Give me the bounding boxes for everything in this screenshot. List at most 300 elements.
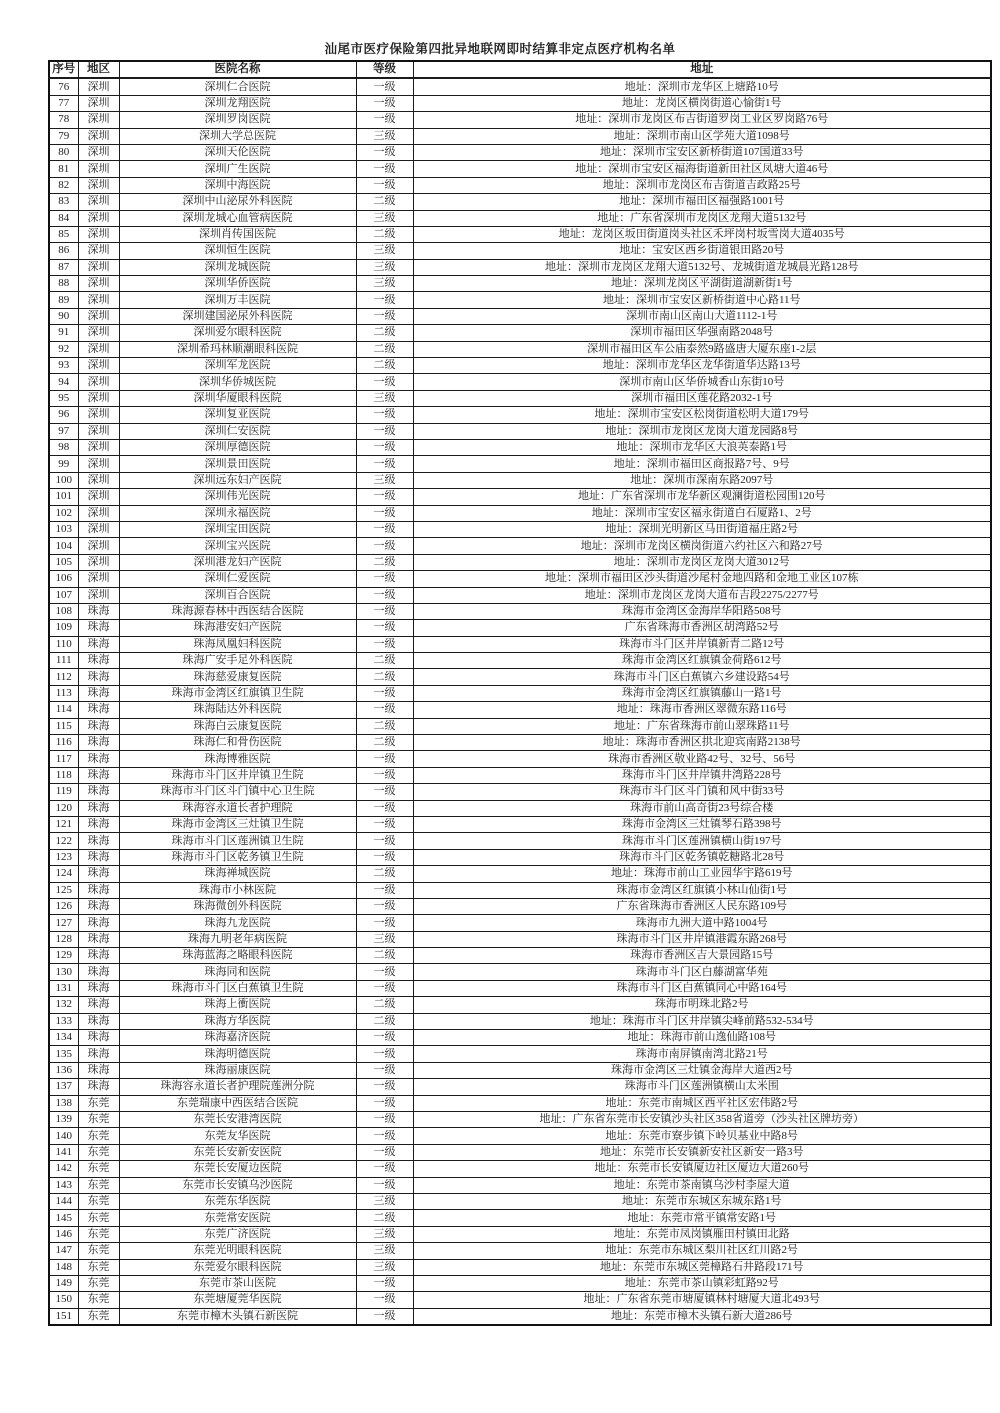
region-cell: 深圳 [78, 95, 119, 111]
row-number-cell: 117 [49, 751, 78, 767]
region-cell: 深圳 [78, 341, 119, 357]
hospital-name-cell: 深圳远东妇产医院 [119, 472, 356, 488]
region-cell: 深圳 [78, 472, 119, 488]
hospital-name-cell: 珠海白云康复医院 [119, 718, 356, 734]
address-cell: 珠海市斗门区莲洲镇横山太米围 [413, 1079, 991, 1095]
region-cell: 珠海 [78, 1030, 119, 1046]
address-cell: 地址：东莞市东城区莞樟路石井路段171号 [413, 1259, 991, 1275]
address-cell: 地址：龙岗区横岗街道心愉街1号 [413, 95, 991, 111]
table-row [49, 161, 991, 177]
table-row [49, 1275, 991, 1291]
address-cell: 地址：深圳市龙岗区龙岗大道龙园路8号 [413, 423, 991, 439]
hospital-name-cell: 深圳中海医院 [119, 177, 356, 193]
address-cell: 珠海市金湾区红旗镇金荷路612号 [413, 653, 991, 669]
level-cell: 一级 [356, 1161, 413, 1177]
hospital-name-cell: 东莞常安医院 [119, 1210, 356, 1226]
address-cell: 地址：深圳市龙岗区龙岗大道布吉段2275/2277号 [413, 587, 991, 603]
hospital-name-cell: 深圳华侨医院 [119, 276, 356, 292]
level-cell: 三级 [356, 1193, 413, 1209]
region-cell: 珠海 [78, 718, 119, 734]
region-cell: 东莞 [78, 1292, 119, 1308]
table-row [49, 1292, 991, 1308]
address-cell: 地址：珠海市香洲区拱北迎宾南路2138号 [413, 735, 991, 751]
address-cell: 地址：龙岗区坂田街道岗头社区禾坪岗村坂雪岗大道4035号 [413, 226, 991, 242]
table-row [49, 603, 991, 619]
level-cell: 一级 [356, 882, 413, 898]
level-cell: 一级 [356, 915, 413, 931]
address-cell: 地址：东莞市南城区西平社区宏伟路2号 [413, 1095, 991, 1111]
level-cell: 一级 [356, 751, 413, 767]
table-body [49, 78, 991, 1325]
address-cell: 地址：东莞市寮步镇下岭贝基业中路8号 [413, 1128, 991, 1144]
level-cell: 一级 [356, 898, 413, 914]
row-number-cell: 142 [49, 1161, 78, 1177]
level-cell: 一级 [356, 833, 413, 849]
region-cell: 珠海 [78, 816, 119, 832]
hospital-name-cell: 珠海九龙医院 [119, 915, 356, 931]
address-cell: 地址：深圳市宝安区福海街道新田社区凤塘大道46号 [413, 161, 991, 177]
region-cell: 珠海 [78, 866, 119, 882]
row-number-cell: 85 [49, 226, 78, 242]
level-cell: 二级 [356, 866, 413, 882]
hospital-name-cell: 珠海容永道长者护理院 [119, 800, 356, 816]
table-row [49, 964, 991, 980]
address-cell: 地址：深圳市宝安区松岗街道松明大道179号 [413, 407, 991, 423]
hospital-name-cell: 珠海凤凰妇科医院 [119, 636, 356, 652]
row-number-cell: 146 [49, 1226, 78, 1242]
address-cell: 地址：珠海市前山逸仙路108号 [413, 1030, 991, 1046]
level-cell: 一级 [356, 587, 413, 603]
address-cell: 深圳市福田区莲花路2032-1号 [413, 390, 991, 406]
level-cell: 二级 [356, 718, 413, 734]
region-cell: 珠海 [78, 702, 119, 718]
address-cell: 地址：深圳市龙岗区横岗街道六约社区六和路27号 [413, 538, 991, 554]
region-cell: 深圳 [78, 325, 119, 341]
row-number-cell: 150 [49, 1292, 78, 1308]
level-cell: 二级 [356, 1013, 413, 1029]
level-cell: 二级 [356, 997, 413, 1013]
hospital-name-cell: 深圳伟光医院 [119, 489, 356, 505]
row-number-cell: 130 [49, 964, 78, 980]
address-cell: 珠海市九洲大道中路1004号 [413, 915, 991, 931]
region-cell: 珠海 [78, 833, 119, 849]
table-row [49, 833, 991, 849]
table-row [49, 472, 991, 488]
header-address: 地址 [413, 61, 991, 78]
region-cell: 深圳 [78, 161, 119, 177]
address-cell: 地址：东莞市东城区东城东路1号 [413, 1193, 991, 1209]
region-cell: 东莞 [78, 1128, 119, 1144]
region-cell: 珠海 [78, 1062, 119, 1078]
region-cell: 珠海 [78, 1079, 119, 1095]
row-number-cell: 97 [49, 423, 78, 439]
row-number-cell: 80 [49, 144, 78, 160]
level-cell: 一级 [356, 816, 413, 832]
region-cell: 珠海 [78, 849, 119, 865]
level-cell: 一级 [356, 1112, 413, 1128]
address-cell: 地址：宝安区西乡街道银田路20号 [413, 243, 991, 259]
address-cell: 深圳市福田区车公庙泰然9路盛唐大厦东座1-2层 [413, 341, 991, 357]
level-cell: 一级 [356, 1030, 413, 1046]
region-cell: 深圳 [78, 128, 119, 144]
level-cell: 一级 [356, 521, 413, 537]
region-cell: 深圳 [78, 243, 119, 259]
address-cell: 地址：深圳市福田区沙头街道沙尾村金地四路和金地工业区107栋 [413, 571, 991, 587]
region-cell: 东莞 [78, 1243, 119, 1259]
region-cell: 珠海 [78, 915, 119, 931]
region-cell: 深圳 [78, 521, 119, 537]
table-row [49, 407, 991, 423]
row-number-cell: 82 [49, 177, 78, 193]
address-cell: 地址：深圳市宝安区新桥街道中心路11号 [413, 292, 991, 308]
region-cell: 珠海 [78, 767, 119, 783]
level-cell: 一级 [356, 161, 413, 177]
table-row [49, 538, 991, 554]
table-row [49, 276, 991, 292]
hospital-name-cell: 东莞长安新安医院 [119, 1144, 356, 1160]
hospital-name-cell: 深圳爱尔眼科医院 [119, 325, 356, 341]
row-number-cell: 81 [49, 161, 78, 177]
address-cell: 地址：东莞市长安镇新安社区新安一路3号 [413, 1144, 991, 1160]
table-row [49, 308, 991, 324]
region-cell: 深圳 [78, 226, 119, 242]
hospital-name-cell: 珠海市小林医院 [119, 882, 356, 898]
row-number-cell: 90 [49, 308, 78, 324]
level-cell: 一级 [356, 308, 413, 324]
table-row [49, 636, 991, 652]
level-cell: 一级 [356, 571, 413, 587]
hospital-table [48, 60, 992, 1326]
address-cell: 珠海市明珠北路2号 [413, 997, 991, 1013]
hospital-name-cell: 东莞市茶山医院 [119, 1275, 356, 1291]
hospital-name-cell: 珠海丽康医院 [119, 1062, 356, 1078]
table-row [49, 800, 991, 816]
level-cell: 一级 [356, 1128, 413, 1144]
address-cell: 珠海市斗门区莲洲镇横山街197号 [413, 833, 991, 849]
hospital-name-cell: 珠海慈爱康复医院 [119, 669, 356, 685]
table-row [49, 390, 991, 406]
table-row [49, 177, 991, 193]
hospital-name-cell: 珠海容永道长者护理院莲洲分院 [119, 1079, 356, 1095]
table-row [49, 1243, 991, 1259]
hospital-name-cell: 珠海市斗门区井岸镇卫生院 [119, 767, 356, 783]
address-cell: 珠海市斗门区井岸镇井湾路228号 [413, 767, 991, 783]
level-cell: 一级 [356, 849, 413, 865]
table-row [49, 653, 991, 669]
address-cell: 广东省珠海市香洲区人民东路109号 [413, 898, 991, 914]
row-number-cell: 147 [49, 1243, 78, 1259]
row-number-cell: 129 [49, 948, 78, 964]
row-number-cell: 110 [49, 636, 78, 652]
row-number-cell: 137 [49, 1079, 78, 1095]
table-row [49, 1193, 991, 1209]
hospital-name-cell: 东莞东华医院 [119, 1193, 356, 1209]
region-cell: 深圳 [78, 538, 119, 554]
address-cell: 地址：深圳市龙岗区布吉街道吉政路25号 [413, 177, 991, 193]
address-cell: 地址：广东省深圳市龙岗区龙翔大道5132号 [413, 210, 991, 226]
address-cell: 珠海市香洲区吉大景园路15号 [413, 948, 991, 964]
address-cell: 珠海市斗门区白蕉镇六乡建设路54号 [413, 669, 991, 685]
address-cell: 地址：广东省深圳市龙华新区观澜街道松园围120号 [413, 489, 991, 505]
table-row [49, 997, 991, 1013]
region-cell: 深圳 [78, 554, 119, 570]
level-cell: 三级 [356, 1243, 413, 1259]
row-number-cell: 121 [49, 816, 78, 832]
address-cell: 地址：珠海市前山工业园华宇路619号 [413, 866, 991, 882]
address-cell: 地址：深圳市龙岗区龙翔大道5132号、龙城街道龙城晨光路128号 [413, 259, 991, 275]
address-cell: 地址：深圳市宝安区新桥街道107国道33号 [413, 144, 991, 160]
table-row [49, 685, 991, 701]
table-row [49, 78, 991, 95]
row-number-cell: 83 [49, 194, 78, 210]
region-cell: 东莞 [78, 1177, 119, 1193]
row-number-cell: 104 [49, 538, 78, 554]
address-cell: 地址：深圳市宝安区福永街道白石厦路1、2号 [413, 505, 991, 521]
header-serial-number: 序号 [49, 61, 78, 78]
region-cell: 珠海 [78, 964, 119, 980]
table-row [49, 292, 991, 308]
table-row [49, 521, 991, 537]
hospital-name-cell: 东莞光明眼科医院 [119, 1243, 356, 1259]
region-cell: 深圳 [78, 439, 119, 455]
address-cell: 地址：深圳市龙华区上塘路10号 [413, 78, 991, 95]
level-cell: 一级 [356, 620, 413, 636]
address-cell: 珠海市南屏镇南湾北路21号 [413, 1046, 991, 1062]
row-number-cell: 122 [49, 833, 78, 849]
row-number-cell: 141 [49, 1144, 78, 1160]
region-cell: 东莞 [78, 1161, 119, 1177]
row-number-cell: 125 [49, 882, 78, 898]
row-number-cell: 133 [49, 1013, 78, 1029]
address-cell: 地址：东莞市常平镇常安路1号 [413, 1210, 991, 1226]
header-hospital-name: 医院名称 [119, 61, 356, 78]
row-number-cell: 106 [49, 571, 78, 587]
hospital-name-cell: 珠海嘉济医院 [119, 1030, 356, 1046]
hospital-name-cell: 深圳华侨城医院 [119, 374, 356, 390]
row-number-cell: 135 [49, 1046, 78, 1062]
level-cell: 一级 [356, 636, 413, 652]
region-cell: 深圳 [78, 407, 119, 423]
row-number-cell: 119 [49, 784, 78, 800]
region-cell: 珠海 [78, 735, 119, 751]
hospital-name-cell: 珠海源春林中西医结合医院 [119, 603, 356, 619]
region-cell: 珠海 [78, 603, 119, 619]
row-number-cell: 148 [49, 1259, 78, 1275]
address-cell: 地址：东莞市樟木头镇石新大道286号 [413, 1308, 991, 1325]
hospital-name-cell: 深圳仁爱医院 [119, 571, 356, 587]
level-cell: 一级 [356, 1062, 413, 1078]
row-number-cell: 78 [49, 112, 78, 128]
hospital-name-cell: 珠海市斗门区白蕉镇卫生院 [119, 980, 356, 996]
row-number-cell: 143 [49, 1177, 78, 1193]
hospital-name-cell: 深圳龙城心血管病医院 [119, 210, 356, 226]
level-cell: 二级 [356, 653, 413, 669]
table-row [49, 95, 991, 111]
address-cell: 地址：东莞市凤岗镇雁田村镇田北路 [413, 1226, 991, 1242]
region-cell: 东莞 [78, 1226, 119, 1242]
level-cell: 一级 [356, 980, 413, 996]
level-cell: 二级 [356, 735, 413, 751]
table-header [49, 61, 991, 78]
table-row [49, 882, 991, 898]
hospital-name-cell: 珠海广安手足外科医院 [119, 653, 356, 669]
row-number-cell: 124 [49, 866, 78, 882]
level-cell: 二级 [356, 341, 413, 357]
hospital-name-cell: 深圳复亚医院 [119, 407, 356, 423]
table-row [49, 1144, 991, 1160]
table-row [49, 1177, 991, 1193]
table-row [49, 358, 991, 374]
hospital-name-cell: 东莞市长安镇乌沙医院 [119, 1177, 356, 1193]
row-number-cell: 101 [49, 489, 78, 505]
region-cell: 深圳 [78, 292, 119, 308]
table-row [49, 1259, 991, 1275]
hospital-name-cell: 珠海市金湾区红旗镇卫生院 [119, 685, 356, 701]
table-row [49, 1308, 991, 1325]
address-cell: 珠海市金湾区红旗镇小林山仙街1号 [413, 882, 991, 898]
region-cell: 珠海 [78, 636, 119, 652]
region-cell: 珠海 [78, 653, 119, 669]
level-cell: 一级 [356, 1177, 413, 1193]
region-cell: 深圳 [78, 194, 119, 210]
row-number-cell: 94 [49, 374, 78, 390]
table-row [49, 931, 991, 947]
row-number-cell: 113 [49, 685, 78, 701]
region-cell: 珠海 [78, 948, 119, 964]
level-cell: 二级 [356, 325, 413, 341]
level-cell: 一级 [356, 1275, 413, 1291]
table-row [49, 259, 991, 275]
row-number-cell: 98 [49, 439, 78, 455]
header-level: 等级 [356, 61, 413, 78]
region-cell: 珠海 [78, 800, 119, 816]
hospital-name-cell: 深圳大学总医院 [119, 128, 356, 144]
table-row [49, 898, 991, 914]
region-cell: 珠海 [78, 931, 119, 947]
address-cell: 深圳市福田区华强南路2048号 [413, 325, 991, 341]
level-cell: 一级 [356, 489, 413, 505]
region-cell: 珠海 [78, 620, 119, 636]
hospital-name-cell: 东莞长安港湾医院 [119, 1112, 356, 1128]
address-cell: 深圳市南山区南山大道1112-1号 [413, 308, 991, 324]
hospital-name-cell: 珠海市斗门区斗门镇中心卫生院 [119, 784, 356, 800]
hospital-name-cell: 深圳龙城医院 [119, 259, 356, 275]
table-row [49, 735, 991, 751]
table-row [49, 751, 991, 767]
row-number-cell: 145 [49, 1210, 78, 1226]
level-cell: 一级 [356, 603, 413, 619]
header-region: 地区 [78, 61, 119, 78]
table-row [49, 849, 991, 865]
hospital-name-cell: 珠海明德医院 [119, 1046, 356, 1062]
table-row [49, 767, 991, 783]
hospital-name-cell: 东莞广济医院 [119, 1226, 356, 1242]
region-cell: 珠海 [78, 997, 119, 1013]
row-number-cell: 112 [49, 669, 78, 685]
address-cell: 珠海市斗门区井岸镇港霞东路268号 [413, 931, 991, 947]
region-cell: 深圳 [78, 112, 119, 128]
address-cell: 地址：东莞市东城区梨川社区红川路2号 [413, 1243, 991, 1259]
address-cell: 地址：深圳市福田区商报路7号、9号 [413, 456, 991, 472]
row-number-cell: 88 [49, 276, 78, 292]
row-number-cell: 76 [49, 78, 78, 95]
row-number-cell: 79 [49, 128, 78, 144]
row-number-cell: 139 [49, 1112, 78, 1128]
table-row [49, 702, 991, 718]
region-cell: 东莞 [78, 1308, 119, 1325]
region-cell: 深圳 [78, 358, 119, 374]
table-row [49, 1079, 991, 1095]
hospital-name-cell: 珠海陆达外科医院 [119, 702, 356, 718]
region-cell: 珠海 [78, 882, 119, 898]
row-number-cell: 89 [49, 292, 78, 308]
row-number-cell: 127 [49, 915, 78, 931]
level-cell: 一级 [356, 702, 413, 718]
hospital-name-cell: 东莞市樟木头镇石新医院 [119, 1308, 356, 1325]
table-row [49, 915, 991, 931]
region-cell: 珠海 [78, 784, 119, 800]
row-number-cell: 114 [49, 702, 78, 718]
address-cell: 地址：珠海市香洲区翠微东路116号 [413, 702, 991, 718]
level-cell: 三级 [356, 259, 413, 275]
level-cell: 三级 [356, 210, 413, 226]
hospital-name-cell: 珠海仁和骨伤医院 [119, 735, 356, 751]
row-number-cell: 132 [49, 997, 78, 1013]
table-row [49, 144, 991, 160]
region-cell: 深圳 [78, 456, 119, 472]
table-row [49, 866, 991, 882]
hospital-name-cell: 珠海蓝海之略眼科医院 [119, 948, 356, 964]
row-number-cell: 84 [49, 210, 78, 226]
level-cell: 一级 [356, 292, 413, 308]
hospital-name-cell: 深圳宝兴医院 [119, 538, 356, 554]
level-cell: 一级 [356, 1144, 413, 1160]
hospital-name-cell: 深圳港龙妇产医院 [119, 554, 356, 570]
level-cell: 一级 [356, 1308, 413, 1325]
level-cell: 三级 [356, 390, 413, 406]
level-cell: 一级 [356, 1095, 413, 1111]
level-cell: 三级 [356, 128, 413, 144]
level-cell: 一级 [356, 1046, 413, 1062]
row-number-cell: 96 [49, 407, 78, 423]
row-number-cell: 102 [49, 505, 78, 521]
table-row [49, 1030, 991, 1046]
address-cell: 地址：广东省东莞市塘厦镇林村塘厦大道北493号 [413, 1292, 991, 1308]
row-number-cell: 151 [49, 1308, 78, 1325]
row-number-cell: 123 [49, 849, 78, 865]
table-row [49, 194, 991, 210]
region-cell: 深圳 [78, 505, 119, 521]
row-number-cell: 108 [49, 603, 78, 619]
row-number-cell: 100 [49, 472, 78, 488]
region-cell: 深圳 [78, 571, 119, 587]
hospital-name-cell: 深圳厚德医院 [119, 439, 356, 455]
address-cell: 深圳市南山区华侨城香山东街10号 [413, 374, 991, 390]
region-cell: 深圳 [78, 144, 119, 160]
address-cell: 地址：深圳市龙岗区龙岗大道3012号 [413, 554, 991, 570]
region-cell: 珠海 [78, 898, 119, 914]
level-cell: 一级 [356, 112, 413, 128]
table-row [49, 439, 991, 455]
table-row [49, 128, 991, 144]
hospital-name-cell: 深圳百合医院 [119, 587, 356, 603]
row-number-cell: 93 [49, 358, 78, 374]
level-cell: 一级 [356, 767, 413, 783]
address-cell: 地址：广东省东莞市长安镇沙头社区358省道旁（沙头社区牌坊旁） [413, 1112, 991, 1128]
level-cell: 一级 [356, 505, 413, 521]
address-cell: 地址：深圳市龙岗区布吉街道罗岗工业区罗岗路76号 [413, 112, 991, 128]
table-row [49, 505, 991, 521]
